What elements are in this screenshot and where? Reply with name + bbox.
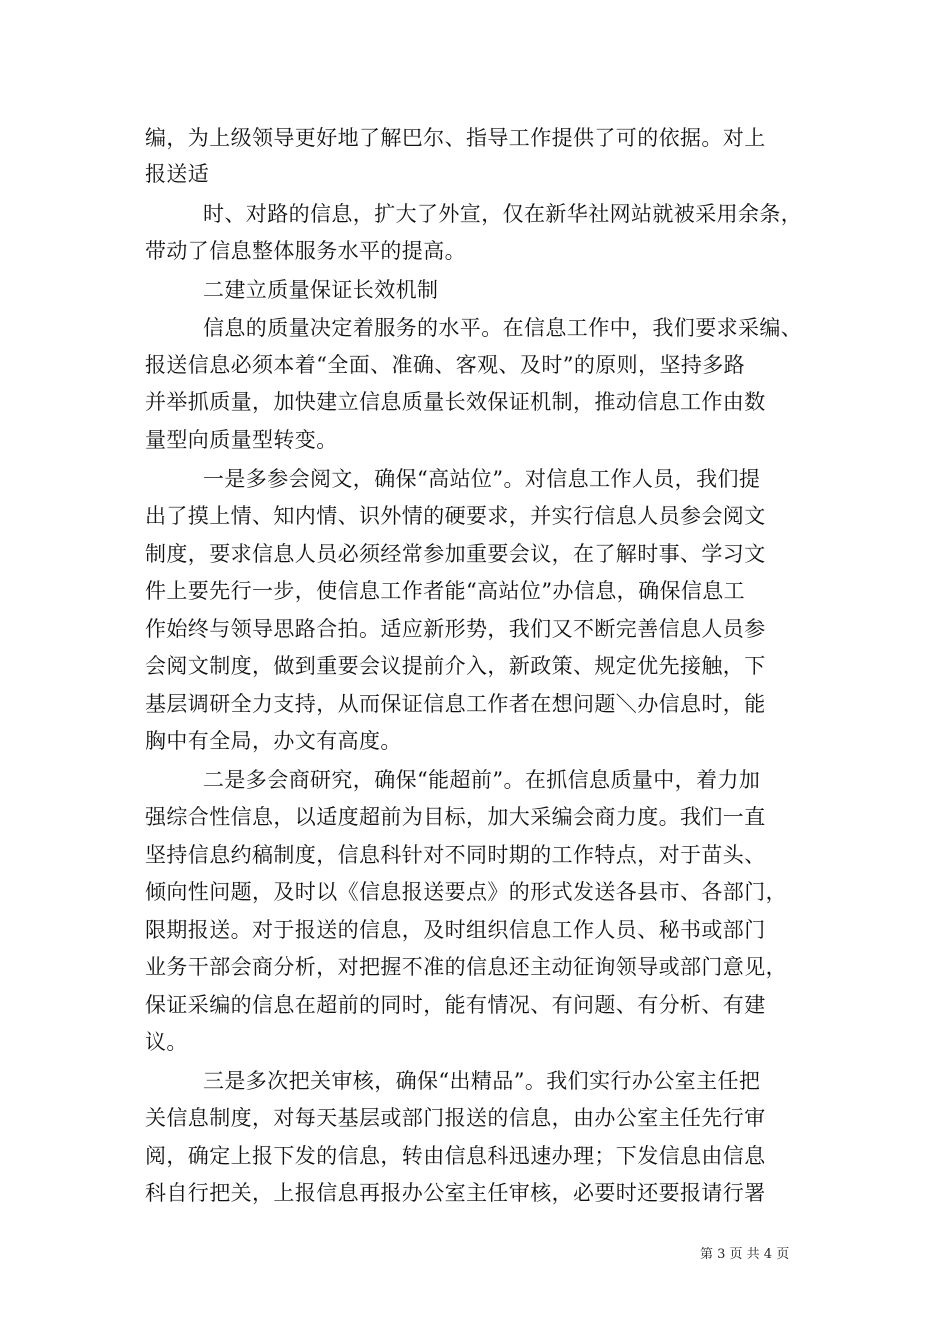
text-line: 议。: [145, 1030, 188, 1054]
text-line: 制度，要求信息人员必须经常参加重要会议，在了解时事、学习文: [145, 542, 766, 566]
text-line: 报送信息必须本着“全面、准确、客观、及时”的原则，坚持多路: [145, 353, 746, 377]
section-heading: 二建立质量保证长效机制: [203, 278, 439, 302]
text-line: 科自行把关，上报信息再报办公室主任审核，必要时还要报请行署: [145, 1181, 766, 1205]
text-line: 倾向性问题，及时以《信息报送要点》的形式发送各县市、各部门，: [145, 880, 787, 904]
text-line: 会阅文制度，做到重要会议提前介入，新政策、规定优先接触，下: [145, 654, 766, 678]
page-number: 第 3 页 共 4 页: [700, 1247, 790, 1262]
text-line: 出了摸上情、知内情、识外情的硬要求，并实行信息人员参会阅文: [145, 504, 766, 528]
text-line: 胸中有全局，办文有高度。: [145, 729, 402, 753]
text-line: 作始终与领导思路合拍。适应新形势，我们又不断完善信息人员参: [145, 617, 766, 641]
text-line: 量型向质量型转变。: [145, 428, 338, 452]
text-line: 三是多次把关审核，确保“出精品”。我们实行办公室主任把: [203, 1069, 761, 1093]
text-line: 阅，确定上报下发的信息，转由信息科迅速办理；下发信息由信息: [145, 1144, 766, 1168]
text-line: 业务干部会商分析，对把握不准的信息还主动征询领导或部门意见，: [145, 955, 787, 979]
text-line: 坚持信息约稿制度，信息科针对不同时期的工作特点，对于苗头、: [145, 843, 766, 867]
text-line: 件上要先行一步，使信息工作者能“高站位”办信息，确保信息工: [145, 579, 746, 603]
text-line: 一是多参会阅文，确保“高站位”。对信息工作人员，我们提: [203, 467, 761, 491]
text-line: 强综合性信息，以适度超前为目标，加大采编会商力度。我们一直: [145, 805, 766, 829]
text-line: 保证采编的信息在超前的同时，能有情况、有问题、有分析、有建: [145, 993, 766, 1017]
text-line: 报送适: [145, 162, 210, 186]
text-line: 时、对路的信息，扩大了外宣，仅在新华社网站就被采用余条，: [203, 202, 803, 226]
text-line: 二是多会商研究，确保“能超前”。在抓信息质量中，着力加: [203, 768, 761, 792]
text-line: 关信息制度，对每天基层或部门报送的信息，由办公室主任先行审: [145, 1106, 766, 1130]
text-line: 编，为上级领导更好地了解巴尔、指导工作提供了可的依据。对上: [145, 126, 766, 150]
text-line: 基层调研全力支持，从而保证信息工作者在想问题＼办信息时，能: [145, 692, 766, 716]
text-line: 带动了信息整体服务水平的提高。: [145, 239, 466, 263]
text-line: 限期报送。对于报送的信息，及时组织信息工作人员、秘书或部门: [145, 918, 766, 942]
text-line: 并举抓质量，加快建立信息质量长效保证机制，推动信息工作由数: [145, 390, 766, 414]
text-line: 信息的质量决定着服务的水平。在信息工作中，我们要求采编、: [203, 316, 803, 340]
